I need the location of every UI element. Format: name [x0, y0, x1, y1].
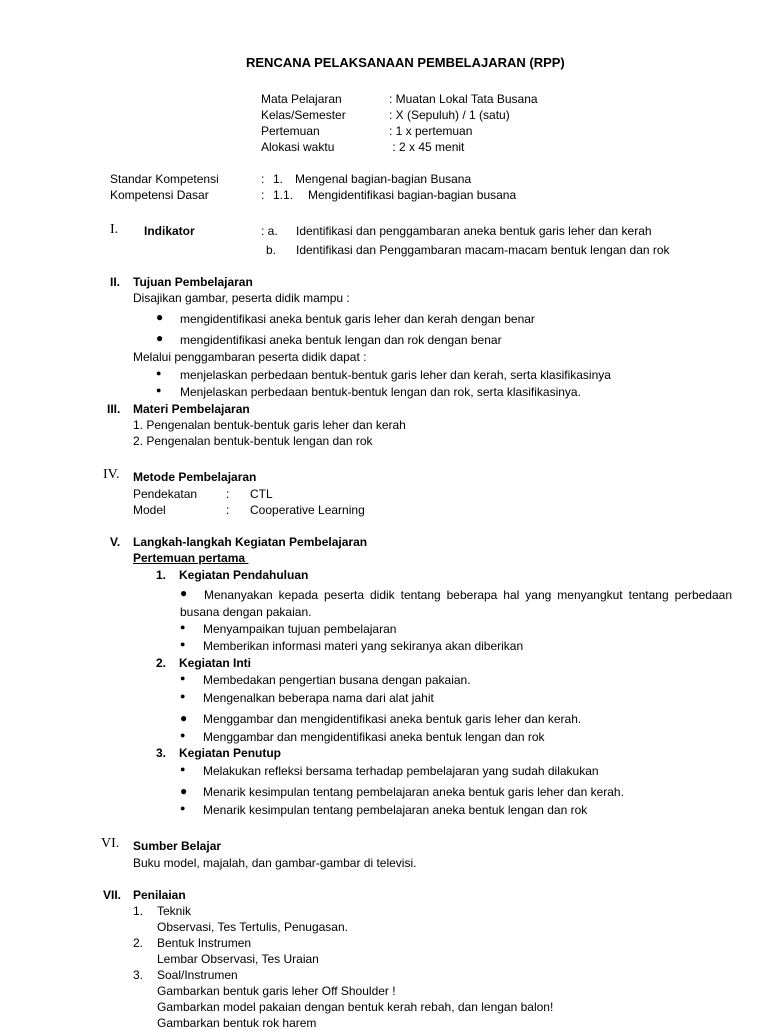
- sumber-text: Buku model, majalah, dan gambar-gambar di televisi.: [133, 856, 417, 870]
- bullet-icon: ●: [180, 730, 186, 740]
- list-item: Teknik: [157, 904, 192, 918]
- section-number: I.: [110, 222, 119, 237]
- list-item: 1. Pengenalan bentuk-bentuk garis leher dan kerah: [133, 418, 406, 432]
- list-item: Menanyakan kepada peserta didik tentang beberapa hal yang menyangkut tentang perbedaan: [204, 588, 732, 602]
- activity-heading: Kegiatan Pendahuluan: [179, 568, 309, 582]
- activity-number: 1.: [156, 568, 167, 582]
- page-title: RENCANA PELAKSANAAN PEMBELAJARAN (RPP): [246, 55, 565, 70]
- list-item: Menyampaikan tujuan pembelajaran: [203, 622, 397, 636]
- list-item: Menggambar dan mengidentifikasi aneka bentuk garis leher dan kerah.: [203, 712, 582, 726]
- item-number: 2.: [133, 936, 144, 950]
- separator: :: [261, 188, 265, 202]
- info-label: Mata Pelajaran: [261, 92, 342, 106]
- list-item: menjelaskan perbedaan bentuk-bentuk garis leher dan kerah, serta klasifikasinya: [180, 368, 611, 382]
- bullet-icon: ●: [156, 331, 164, 345]
- metode-label: Pendekatan: [133, 487, 198, 501]
- separator: :: [226, 487, 230, 501]
- bullet-icon: ●: [180, 764, 186, 774]
- item-number: 3.: [133, 968, 144, 982]
- bullet-icon: ●: [180, 784, 188, 798]
- list-item: Menarik kesimpulan tentang pembelajaran aneka bentuk garis leher dan kerah.: [203, 785, 624, 799]
- list-item: Menggambar dan mengidentifikasi aneka bentuk lengan dan rok: [203, 730, 545, 744]
- section-heading: Metode Pembelajaran: [133, 470, 257, 484]
- bullet-icon: ●: [156, 310, 164, 324]
- list-item: Menarik kesimpulan tentang pembelajaran aneka bentuk lengan dan rok: [203, 803, 588, 817]
- sk-number: 1.: [273, 172, 284, 186]
- section-number: II.: [110, 275, 121, 289]
- bullet-icon: ●: [180, 803, 186, 813]
- bullet-icon: ●: [180, 639, 186, 649]
- activity-heading: Kegiatan Inti: [179, 656, 252, 670]
- standar-kompetensi-label: Standar Kompetensi: [110, 172, 219, 186]
- section-heading: Penilaian: [133, 888, 186, 902]
- activity-heading: Kegiatan Penutup: [179, 746, 282, 760]
- intro-text: Melalui penggambaran peserta didik dapat :: [133, 350, 367, 364]
- bullet-icon: ●: [156, 368, 162, 378]
- info-value: : X (Sepuluh) / 1 (satu): [389, 108, 510, 122]
- list-item-continued: busana dengan pakaian.: [180, 605, 312, 619]
- list-item: mengidentifikasi aneka bentuk lengan dan rok dengan benar: [180, 333, 502, 347]
- bullet-icon: ●: [180, 711, 188, 725]
- info-value: : 2 x 45 menit: [389, 140, 465, 154]
- kd-number: 1.1.: [273, 188, 294, 202]
- bullet-icon: ●: [156, 385, 162, 395]
- indikator-a-text: Identifikasi dan penggambaran aneka bentuk garis leher dan kerah: [296, 224, 652, 238]
- section-number: VII.: [103, 888, 122, 902]
- kompetensi-dasar-text: Mengidentifikasi bagian-bagian busana: [308, 188, 517, 202]
- bullet-icon: ●: [180, 691, 186, 701]
- indikator-b-label: b.: [266, 243, 277, 257]
- section-heading: Materi Pembelajaran: [133, 402, 250, 416]
- bullet-icon: ●: [180, 673, 186, 683]
- bullet-icon: ●: [180, 586, 188, 600]
- question-text: Gambarkan bentuk rok harem: [157, 1016, 317, 1030]
- list-item: Bentuk Instrumen: [157, 936, 252, 950]
- list-item: Memberikan informasi materi yang sekiranya akan diberikan: [203, 639, 524, 653]
- list-item: Melakukan refleksi bersama terhadap pembelajaran yang sudah dilakukan: [203, 764, 599, 778]
- metode-value: CTL: [250, 487, 273, 501]
- metode-value: Cooperative Learning: [250, 503, 365, 517]
- meeting-subheading: Pertemuan pertama: [133, 551, 249, 565]
- section-number: IV.: [103, 467, 120, 482]
- info-label: Kelas/Semester: [261, 108, 346, 122]
- standar-kompetensi-text: Mengenal bagian-bagian Busana: [295, 172, 472, 186]
- list-item: Menjelaskan perbedaan bentuk-bentuk lengan dan rok, serta klasifikasinya.: [180, 385, 581, 399]
- info-value: : 1 x pertemuan: [389, 124, 473, 138]
- bullet-icon: ●: [180, 622, 186, 632]
- section-number: V.: [110, 535, 121, 549]
- info-value: : Muatan Lokal Tata Busana: [389, 92, 538, 106]
- list-item: 2. Pengenalan bentuk-bentuk lengan dan rok: [133, 434, 373, 448]
- list-item: Membedakan pengertian busana dengan pakaian.: [203, 673, 471, 687]
- section-heading: Indikator: [144, 224, 195, 238]
- indikator-b-text: Identifikasi dan Penggambaran macam-macam bentuk lengan dan rok: [296, 243, 670, 257]
- indikator-a-label: : a.: [261, 224, 278, 238]
- list-item: mengidentifikasi aneka bentuk garis leher dan kerah dengan benar: [180, 312, 535, 326]
- activity-number: 2.: [156, 656, 167, 670]
- intro-text: Disajikan gambar, peserta didik mampu :: [133, 291, 350, 305]
- info-label: Alokasi waktu: [261, 140, 335, 154]
- item-number: 1.: [133, 904, 144, 918]
- list-item-detail: Lembar Observasi, Tes Uraian: [157, 952, 319, 966]
- section-heading: Tujuan Pembelajaran: [133, 275, 253, 289]
- question-text: Gambarkan model pakaian dengan bentuk kerah rebah, dan lengan balon!: [157, 1000, 554, 1014]
- info-label: Pertemuan: [261, 124, 320, 138]
- section-number: VI.: [101, 836, 120, 851]
- kompetensi-dasar-label: Kompetensi Dasar: [110, 188, 209, 202]
- list-item: Soal/Instrumen: [157, 968, 238, 982]
- separator: :: [226, 503, 230, 517]
- list-item: Mengenalkan beberapa nama dari alat jahit: [203, 691, 434, 705]
- list-item-detail: Observasi, Tes Tertulis, Penugasan.: [157, 920, 348, 934]
- activity-number: 3.: [156, 746, 167, 760]
- separator: :: [261, 172, 265, 186]
- section-heading: Sumber Belajar: [133, 839, 222, 853]
- metode-label: Model: [133, 503, 166, 517]
- question-text: Gambarkan bentuk garis leher Off Shoulder !: [157, 984, 396, 998]
- section-number: III.: [107, 402, 121, 416]
- section-heading: Langkah-langkah Kegiatan Pembelajaran: [133, 535, 368, 549]
